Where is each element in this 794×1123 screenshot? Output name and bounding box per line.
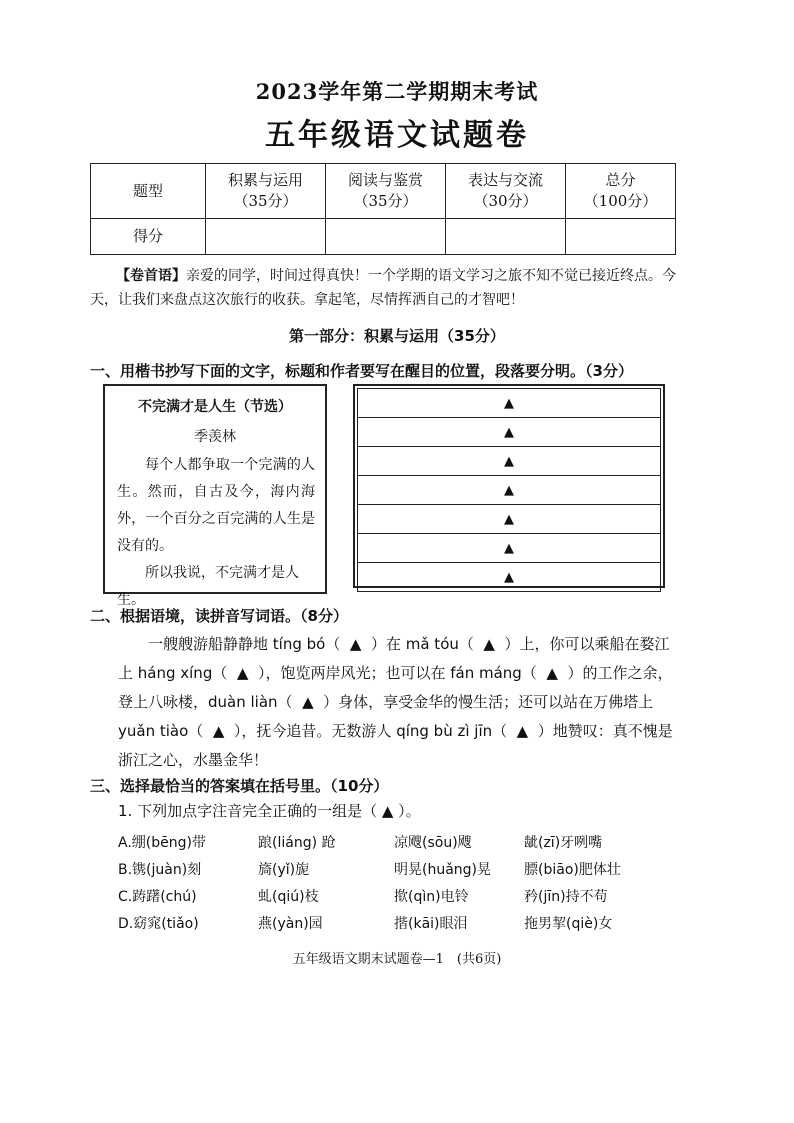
answer-line[interactable] xyxy=(357,476,661,505)
intro-text: 亲爱的同学，时间过得真快！一个学期的语文学习之旅不知不觉已接近终点。今天，让我们来盘点这次旅行的收获。拿起笔，尽情挥洒自己的才智吧！ xyxy=(90,268,676,308)
answer-mark: ▲ xyxy=(504,482,514,498)
score-table-header-row xyxy=(91,164,676,219)
copy-source-title: 不完满才是人生（节选） xyxy=(138,399,292,415)
intro-label: 【卷首语】 xyxy=(116,268,186,284)
q2-title: 二、根据语境，读拼音写词语。（8分） xyxy=(90,607,348,625)
part1-title: 第一部分：积累与运用（35分） xyxy=(289,327,505,345)
answer-mark: ▲ xyxy=(504,511,514,527)
score-cell[interactable] xyxy=(566,219,676,255)
answer-mark: ▲ xyxy=(504,453,514,469)
option-row-d[interactable]: D.窈窕(tiǎo) 燕(yàn)园 揩(kāi)眼泪 拖男挈(qiè)女 xyxy=(118,915,613,932)
blank-mark[interactable]: ▲ xyxy=(483,635,495,653)
score-header-total: 总分 （100分） xyxy=(566,164,676,219)
blank-mark[interactable]: ▲ xyxy=(212,722,225,740)
score-table-score-row xyxy=(91,219,676,255)
blank-mark[interactable]: ▲ xyxy=(302,693,314,711)
q3-sub1: 1. 下列加点字注音完全正确的一组是（ ▲ ）。 xyxy=(118,802,421,820)
answer-mark: ▲ xyxy=(504,424,514,440)
blank-mark[interactable]: ▲ xyxy=(516,722,529,740)
exam-title: 2023学年第二学期期末考试 xyxy=(255,79,539,104)
intro-paragraph xyxy=(90,264,680,312)
answer-line[interactable] xyxy=(357,563,661,592)
answer-line[interactable] xyxy=(357,418,661,447)
copy-answer-lines xyxy=(353,384,665,588)
answer-mark: ▲ xyxy=(504,569,514,585)
copy-source-author: 季羡林 xyxy=(194,429,236,445)
answer-line[interactable] xyxy=(357,388,661,418)
score-header-type: 题型 xyxy=(91,164,206,219)
q3-title: 三、选择最恰当的答案填在括号里。（10分） xyxy=(90,777,389,795)
copy-source-paragraph: 所以我说，不完满才是人生。 xyxy=(117,565,299,608)
answer-line[interactable] xyxy=(357,447,661,476)
copy-source-box xyxy=(103,384,327,608)
q2-passage: 一艘艘游船静静地 tíng bó（ ▲ ）在 mǎ tóu（ ▲ ）上，你可以乘船在婺江上 háng xíng（ ▲ ），饱览两岸风光；也可以在 fán máng（ ▲ ）的工作之余，登上八咏楼，duàn liàn（ ▲ ）身体，享受金华的慢生活；还可以站在万佛塔上 yuǎn tiào（ ▲ ），抚今追昔。无数游人 qíng bù zì jīn（ ▲ ）地赞叹：真不愧是浙江之心，水墨金华！ xyxy=(118,635,673,769)
score-header-expression: 表达与交流 （30分） xyxy=(446,164,566,219)
page-footer: 五年级语文期末试题卷—1 (共6页) xyxy=(292,952,502,967)
copy-source-paragraph: 每个人都争取一个完满的人生。然而，自古及今，海内海外，一个百分之百完满的人生是没有的。 xyxy=(117,457,315,554)
score-row-label: 得分 xyxy=(91,219,206,255)
answer-line[interactable] xyxy=(357,505,661,534)
q1-title: 一、用楷书抄写下面的文字，标题和作者要写在醒目的位置，段落要分明。（3分） xyxy=(90,362,633,380)
answer-line[interactable] xyxy=(357,534,661,563)
exam-subtitle: 五年级语文试题卷 xyxy=(265,118,529,153)
option-row-c[interactable]: C.踌躇(chú) 虬(qiú)枝 揿(qìn)电铃 矜(jīn)持不苟 xyxy=(118,888,608,905)
blank-mark[interactable]: ▲ xyxy=(236,664,249,682)
answer-mark: ▲ xyxy=(504,540,514,556)
blank-mark[interactable]: ▲ xyxy=(546,664,558,682)
score-cell[interactable] xyxy=(446,219,566,255)
score-table xyxy=(90,163,676,255)
q3-options xyxy=(118,828,678,936)
blank-mark[interactable]: ▲ xyxy=(349,635,362,653)
option-row-a[interactable]: A.绷(bēng)带 踉(liáng) 跄 凉飕(sōu)飕 龇(zī)牙咧嘴 xyxy=(118,834,603,851)
answer-mark: ▲ xyxy=(504,395,514,411)
score-header-reading: 阅读与鉴赏 （35分） xyxy=(326,164,446,219)
score-header-accumulation: 积累与运用 （35分） xyxy=(206,164,326,219)
option-row-b[interactable]: B.镌(juàn)刻 旖(yǐ)旎 明晃(huǎng)晃 膘(biāo)肥体壮 xyxy=(118,861,621,878)
score-cell[interactable] xyxy=(326,219,446,255)
score-cell[interactable] xyxy=(206,219,326,255)
